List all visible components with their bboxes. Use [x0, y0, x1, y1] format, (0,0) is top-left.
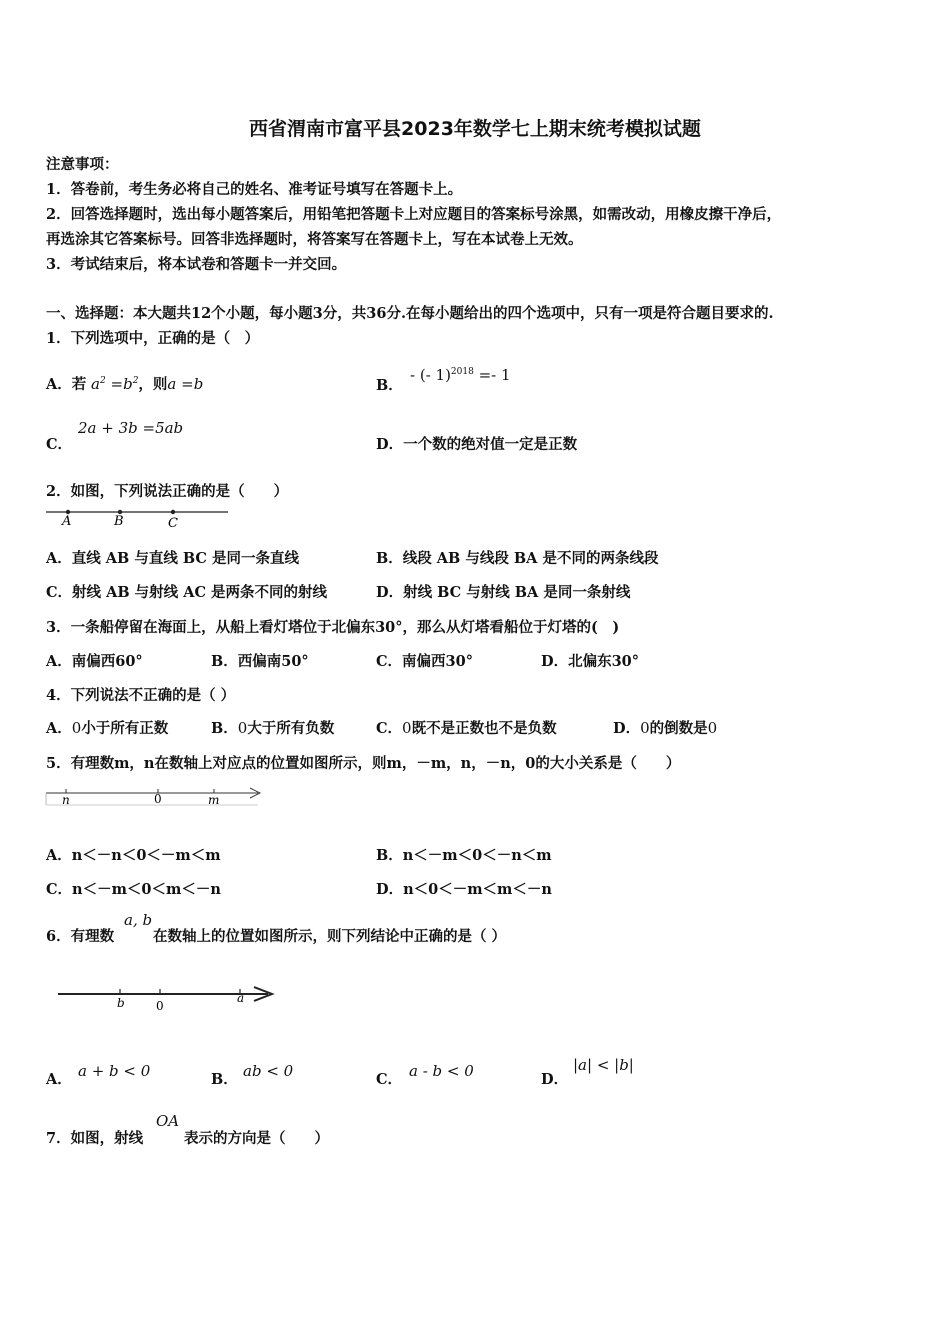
q6-c-expr: a - b < 0: [409, 1062, 474, 1080]
q1-option-d: D．一个数的绝对值一定是正数: [376, 436, 578, 453]
q5-number-line: [42, 783, 267, 813]
q4-option-b: [211, 717, 334, 738]
q1-c-expr: 2a + 3b =5ab: [78, 419, 184, 437]
q3-option-c: C．南偏西30°: [376, 653, 473, 670]
q4-d-zero2: 0: [707, 719, 718, 737]
q1-option-b-expr: [410, 366, 511, 384]
q1-a-expr2: a =b: [167, 375, 204, 393]
q5-option-c: C．n＜－m＜0＜m＜－n: [46, 881, 221, 898]
q6-b-label: B．: [211, 1071, 238, 1088]
q6-stem-post: 在数轴上的位置如图所示，则下列结论中正确的是（ ）: [153, 928, 507, 945]
q1-b-sup: 2018: [450, 367, 474, 377]
q1-option-a: [46, 373, 203, 394]
q1-c-label: C．: [46, 436, 73, 453]
q4-d-rest: 的倒数是: [649, 720, 708, 737]
notice-item-2: 2．回答选择题时，选出每小题答案后，用铅笔把答题卡上对应题目的答案标号涂黑，如需改动，用橡皮擦干净后，: [46, 206, 782, 223]
q7-stem-post: 表示的方向是（ ）: [184, 1130, 329, 1147]
q6-b-expr: ab < 0: [243, 1062, 294, 1080]
q6-label-a: a: [237, 991, 245, 1005]
q6-stem-pre: 6．有理数: [46, 928, 115, 945]
q6-d-label: D．: [541, 1071, 569, 1088]
q6-a-expr: a + b < 0: [78, 1062, 151, 1080]
q1-a-sup1: 2: [100, 376, 106, 386]
q3-stem: 3．一条船停留在海面上，从船上看灯塔位于北偏东30°，那么从灯塔看船位于灯塔的( ): [46, 619, 620, 636]
q2-point-c: C: [168, 516, 178, 531]
notice-item-2-cont: 再选涂其它答案标号。回答非选择题时，将答案写在答题卡上，写在本试卷上无效。: [46, 231, 583, 248]
q1-b-label: B．: [376, 377, 403, 394]
q4-b-rest: 大于所有负数: [247, 720, 335, 737]
q4-a-zero: 0: [71, 719, 82, 737]
q5-option-d: D．n＜0＜－m＜m＜－n: [376, 881, 552, 898]
q4-d-label: D．: [613, 720, 641, 737]
notice-item-3: 3．考试结束后，将本试卷和答题卡一并交回。: [46, 256, 347, 273]
q2-line-figure: [40, 502, 240, 532]
q4-c-rest: 既不是正数也不是负数: [411, 720, 557, 737]
q4-option-a: [46, 717, 168, 738]
q1-stem: 1．下列选项中，正确的是（ ）: [46, 330, 260, 347]
q3-option-b: B．西偏南50°: [211, 653, 309, 670]
page-title: 西省渭南市富平县2023年数学七上期末统考模拟试题: [249, 118, 701, 140]
q7-var: OA: [156, 1112, 180, 1130]
q1-a-mid: ，则: [138, 376, 168, 393]
q4-option-c: [376, 717, 557, 738]
q1-a-label: A．若: [46, 376, 87, 393]
q4-a-rest: 小于所有正数: [81, 720, 169, 737]
notice-heading: 注意事项：: [46, 156, 119, 173]
q5-option-a: A．n＜－n＜0＜－m＜m: [46, 847, 221, 864]
q2-option-b: B．线段 AB 与线段 BA 是不同的两条线段: [376, 550, 659, 567]
q5-label-m: m: [208, 793, 220, 807]
q1-a-eq: =b: [105, 375, 133, 393]
q1-b-expr: - (- 1): [410, 366, 451, 384]
q6-label-b: b: [117, 996, 125, 1010]
q5-label-zero: 0: [154, 792, 162, 806]
q5-label-n: n: [62, 793, 70, 807]
q3-option-a: A．南偏西60°: [46, 653, 143, 670]
q6-vars: a, b: [124, 911, 153, 929]
q1-a-expr1: a: [91, 375, 100, 393]
q2-point-b: B: [114, 514, 124, 529]
q1-b-rest: =- 1: [473, 366, 511, 384]
q4-c-label: C．: [376, 720, 403, 737]
q2-option-c: C．射线 AB 与射线 AC 是两条不同的射线: [46, 584, 328, 601]
q4-b-label: B．: [211, 720, 238, 737]
q4-a-label: A．: [46, 720, 72, 737]
q6-number-line: [52, 982, 280, 1016]
q2-option-a: A．直线 AB 与直线 BC 是同一条直线: [46, 550, 300, 567]
q1-a-sup2: 2: [132, 376, 139, 386]
q4-d-zero: 0: [640, 719, 650, 737]
q4-c-zero: 0: [402, 719, 412, 737]
q5-option-b: B．n＜－m＜0＜－n＜m: [376, 847, 552, 864]
q2-point-a: A: [62, 514, 72, 529]
section-heading: 一、选择题：本大题共12个小题，每小题3分，共36分.在每小题给出的四个选项中，只有一项是符合题目要求的.: [46, 305, 774, 322]
q4-stem: 4．下列说法不正确的是（ ）: [46, 687, 236, 704]
q3-option-d: D．北偏东30°: [541, 653, 640, 670]
notice-item-1: 1．答卷前，考生务必将自己的姓名、准考证号填写在答题卡上。: [46, 181, 463, 198]
q6-c-label: C．: [376, 1071, 403, 1088]
q6-label-zero: 0: [156, 999, 164, 1013]
q6-d-expr: |a| < |b|: [573, 1056, 634, 1074]
q2-option-d: D．射线 BC 与射线 BA 是同一条射线: [376, 584, 631, 601]
q2-stem: 2．如图，下列说法正确的是（ ）: [46, 483, 289, 500]
q7-stem-pre: 7．如图，射线: [46, 1130, 144, 1147]
q6-a-label: A．: [46, 1071, 72, 1088]
q4-b-zero: 0: [237, 719, 248, 737]
q5-stem: 5．有理数m，n在数轴上对应点的位置如图所示，则m，－m，n，－n，0的大小关系是（ ）: [46, 755, 681, 772]
q4-option-d: [613, 717, 717, 738]
